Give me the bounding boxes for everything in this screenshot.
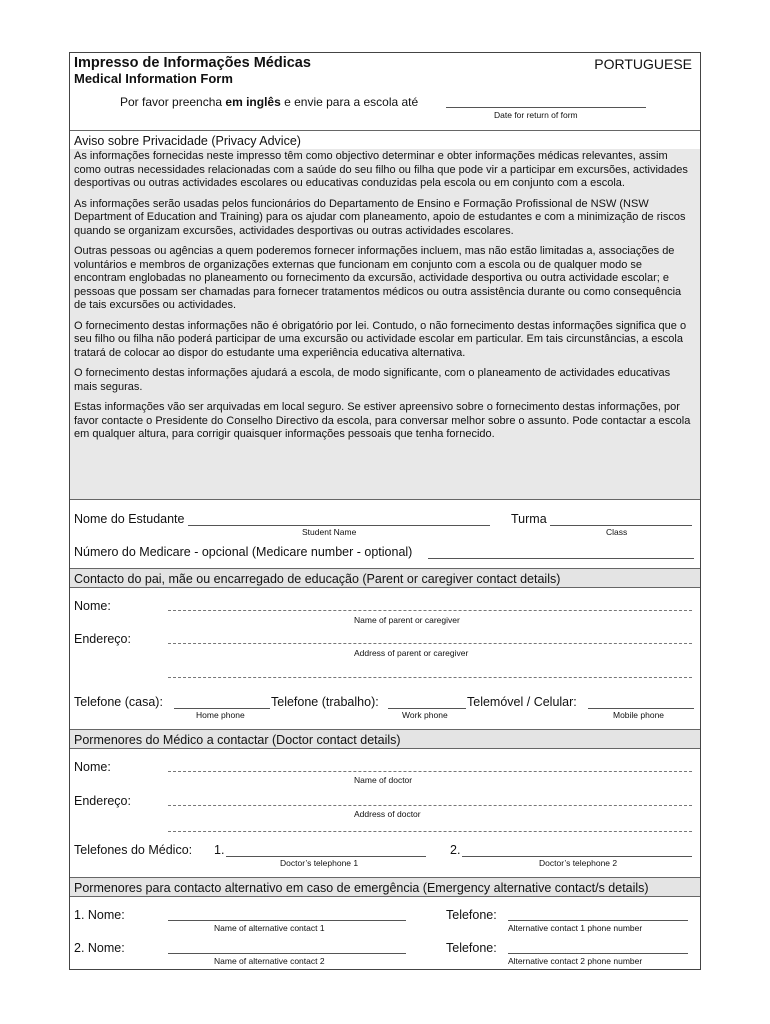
alt-contact-1-phone-caption: Alternative contact 1 phone number xyxy=(508,923,643,933)
emergency-heading: Pormenores para contacto alternativo em caso de emergência (Emergency alternative contact/s details) xyxy=(70,877,700,897)
doctor-phone-2-number: 2. xyxy=(450,843,461,857)
doctor-heading: Pormenores do Médico a contactar (Doctor contact details) xyxy=(70,729,700,749)
doctor-address-label: Endereço: xyxy=(74,794,131,808)
alt-contact-2-phone-caption: Alternative contact 2 phone number xyxy=(508,956,643,966)
doctor-address-field-2[interactable] xyxy=(168,831,692,832)
instruction-post: e envie para a escola até xyxy=(280,95,419,109)
privacy-paragraph-1: As informações fornecidas neste impresso têm como objectivo determinar e obter informações médicas relevantes, assim como outras necessidades relacionadas com a saúde do seu filho ou filha que pode vir a participar em excursões, actividades desportivas ou outras actividades escolares ou educativas conduzidas pela escola ou em conjunto com a escola. xyxy=(74,150,688,189)
medical-information-form xyxy=(69,52,701,970)
doctor-address-caption: Address of doctor xyxy=(354,809,421,819)
doctor-phone-2-field[interactable] xyxy=(462,856,692,857)
privacy-paragraph-6: Estas informações vão ser arquivadas em local seguro. Se estiver apreensivo sobre o fornecimento destas informações, por favor contacte o Presidente do Conselho Directivo da escola, para conversar melhor sobre o assunto. Pode contactar a escola em qualquer altura, para corrigir quaisquer informações pessoais que tenha fornecido. xyxy=(74,401,691,440)
doctor-phones-label: Telefones do Médico: xyxy=(74,843,193,857)
alt-contact-2-phone-label: Telefone: xyxy=(446,941,497,955)
alt-contact-2-label: 2. Nome: xyxy=(74,941,125,955)
mobile-phone-field[interactable] xyxy=(588,708,694,709)
instruction-line xyxy=(120,95,418,109)
medicare-label: Número do Medicare - opcional (Medicare number - optional) xyxy=(74,545,413,559)
return-date-caption: Date for return of form xyxy=(494,110,578,120)
instruction-bold: em inglês xyxy=(225,95,281,109)
work-phone-caption: Work phone xyxy=(402,710,448,720)
parent-address-label: Endereço: xyxy=(74,632,131,646)
parent-address-caption: Address of parent or caregiver xyxy=(354,648,469,658)
class-caption: Class xyxy=(606,527,628,537)
doctor-phone-1-field[interactable] xyxy=(226,856,426,857)
alt-contact-1-phone-label: Telefone: xyxy=(446,908,497,922)
parent-name-label: Nome: xyxy=(74,599,111,613)
class-label: Turma xyxy=(511,512,547,526)
privacy-body xyxy=(70,149,700,499)
doctor-address-field[interactable] xyxy=(168,805,692,806)
language-label: PORTUGUESE xyxy=(594,56,692,72)
alt-contact-2-phone-field[interactable] xyxy=(508,953,688,954)
alt-contact-1-phone-field[interactable] xyxy=(508,920,688,921)
return-date-field[interactable] xyxy=(446,107,646,108)
doctor-phone-2-caption: Doctor’s telephone 2 xyxy=(539,858,618,868)
privacy-paragraph-2: As informações serão usadas pelos funcionários do Departamento de Ensino e Formação Profissional de NSW (NSW Department of Education and Training) para os ajudar com planeamento, apoio de estudantes e com a minimização de riscos quando se organizam excursões, actividades desportivas ou outras actividades escolares. xyxy=(74,197,686,237)
doctor-phone-1-caption: Doctor’s telephone 1 xyxy=(280,858,359,868)
alt-contact-1-label: 1. Nome: xyxy=(74,908,125,922)
form-title-portuguese: Impresso de Informações Médicas xyxy=(74,55,311,71)
student-name-label: Nome do Estudante xyxy=(74,512,185,526)
alt-contact-1-field[interactable] xyxy=(168,920,406,921)
privacy-paragraph-4: O fornecimento destas informações não é obrigatório por lei. Contudo, o não fornecimento destas informações significa que o seu filho ou filha não poderá participar de uma excursão ou actividade escolar em particular. Em tais circunstâncias, a escola tratará de colocar ao dispor do estudante uma experiência educativa alternativa. xyxy=(74,319,687,359)
parent-name-field[interactable] xyxy=(168,610,692,611)
privacy-paragraph-5: O fornecimento destas informações ajudará a escola, de modo significante, com o planeamento de actividades educativas mais seguras. xyxy=(74,367,671,393)
parent-address-field-2[interactable] xyxy=(168,677,692,678)
privacy-paragraph-3: Outras pessoas ou agências a quem poderemos fornecer informações incluem, mas não estão limitadas a, associações de voluntários e membros de organizações externas que funcionam em conjunto com a escola ou de qualquer modo se encontram englobadas no planeamento ou fornecimento da excursão, actividade desportiva ou outra actividade escolar; e pessoas que possam ser chamadas para fornecer tratamentos médicos ou outra assistência durante ou como consequência de tais excursões ou actividades. xyxy=(74,245,682,311)
home-phone-field[interactable] xyxy=(174,708,270,709)
class-field[interactable] xyxy=(550,525,692,526)
parent-name-caption: Name of parent or caregiver xyxy=(354,615,460,625)
privacy-heading: Aviso sobre Privacidade (Privacy Advice) xyxy=(70,130,700,150)
work-phone-field[interactable] xyxy=(388,708,466,709)
alt-contact-2-field[interactable] xyxy=(168,953,406,954)
divider xyxy=(70,499,700,500)
parent-address-field[interactable] xyxy=(168,643,692,644)
medicare-field[interactable] xyxy=(428,558,694,559)
home-phone-label: Telefone (casa): xyxy=(74,695,163,709)
doctor-name-field[interactable] xyxy=(168,771,692,772)
student-name-field[interactable] xyxy=(188,525,490,526)
mobile-phone-label: Telemóvel / Celular: xyxy=(467,695,577,709)
form-title-english: Medical Information Form xyxy=(74,71,233,86)
parent-heading: Contacto do pai, mãe ou encarregado de educação (Parent or caregiver contact details) xyxy=(70,568,700,588)
alt-contact-1-caption: Name of alternative contact 1 xyxy=(214,923,325,933)
doctor-name-label: Nome: xyxy=(74,760,111,774)
instruction-pre: Por favor preencha xyxy=(120,95,226,109)
alt-contact-2-caption: Name of alternative contact 2 xyxy=(214,956,325,966)
doctor-phone-1-number: 1. xyxy=(214,843,225,857)
doctor-name-caption: Name of doctor xyxy=(354,775,413,785)
student-name-caption: Student Name xyxy=(302,527,357,537)
home-phone-caption: Home phone xyxy=(196,710,245,720)
work-phone-label: Telefone (trabalho): xyxy=(271,695,379,709)
mobile-phone-caption: Mobile phone xyxy=(613,710,665,720)
